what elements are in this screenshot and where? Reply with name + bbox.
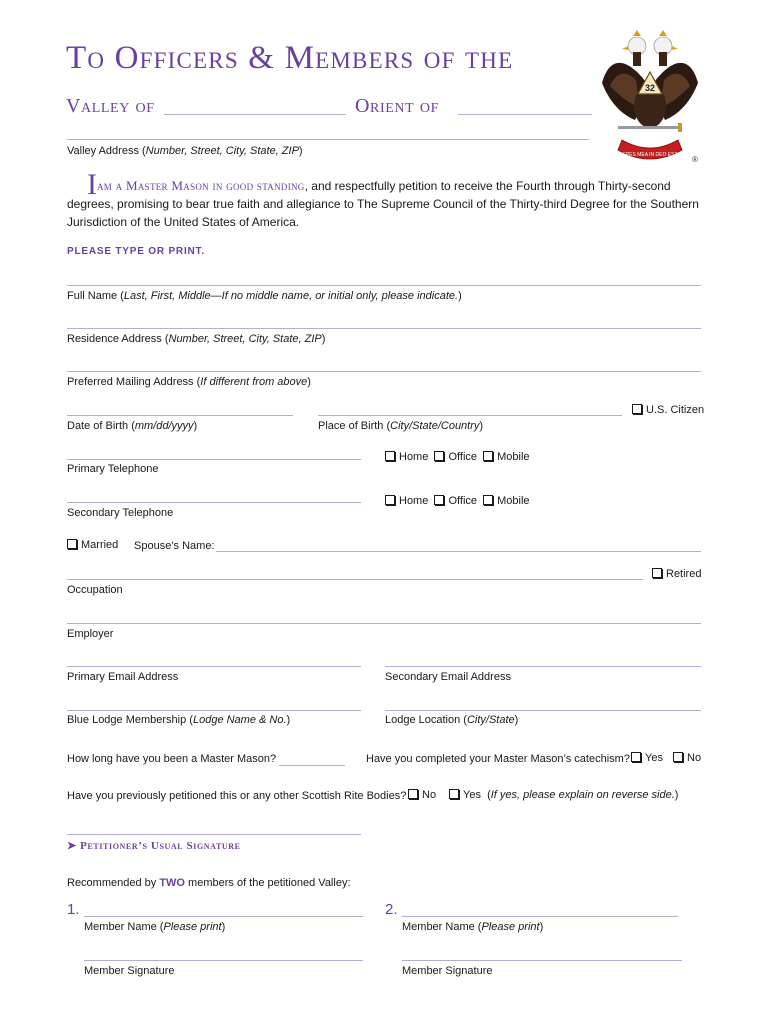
previously-petitioned-question: Have you previously petitioned this or any other Scottish Rite Bodies? bbox=[67, 790, 407, 802]
spouse-name-label: Spouse’s Name: bbox=[134, 540, 215, 552]
valley-label: Valley of bbox=[66, 95, 155, 117]
primary-phone-type-options bbox=[385, 451, 530, 463]
checkbox-icon bbox=[673, 752, 683, 762]
occupation-label: Occupation bbox=[67, 584, 123, 596]
member-1-number: 1. bbox=[67, 901, 80, 918]
member-1-name-label: Member Name (Please print) bbox=[84, 921, 226, 933]
us-citizen-checkbox[interactable]: U.S. Citizen bbox=[632, 404, 704, 416]
married-checkbox[interactable]: Married bbox=[67, 539, 118, 551]
how-long-field[interactable] bbox=[279, 765, 345, 766]
secondary-phone-type-options bbox=[385, 495, 530, 507]
valley-address-field[interactable] bbox=[67, 139, 589, 140]
explain-note: If yes, please explain on reverse side. bbox=[490, 789, 675, 801]
double-headed-eagle-emblem bbox=[600, 28, 700, 168]
occupation-field[interactable] bbox=[67, 579, 643, 580]
checkbox-icon bbox=[483, 451, 493, 461]
residence-address-label: Residence Address (Number, Street, City, State, ZIP) bbox=[67, 333, 326, 345]
date-of-birth-label: Date of Birth (mm/dd/yyyy) bbox=[67, 420, 198, 432]
how-long-master-mason-label: How long have you been a Master Mason? bbox=[67, 753, 277, 765]
member-2-number: 2. bbox=[385, 901, 398, 918]
checkbox-icon bbox=[449, 789, 459, 799]
statement-text: , and respectfully petition to receive the Fourth through Thirty-second degrees, promising to bear true faith and allegiance to The Supreme Council of the Thirty-third Degree for the Southern Jurisdiction of the United States of America. bbox=[67, 179, 699, 229]
catechism-no-checkbox[interactable]: No bbox=[673, 752, 701, 764]
member-1-signature-field[interactable] bbox=[84, 960, 363, 961]
member-1-name-field[interactable] bbox=[84, 916, 363, 917]
retired-checkbox[interactable]: Retired bbox=[652, 568, 701, 580]
valley-address-label: Valley Address (Number, Street, City, State, ZIP) bbox=[67, 145, 303, 157]
member-1-signature-label: Member Signature bbox=[84, 965, 175, 977]
motto-text: SPES MEA IN DEO EST bbox=[622, 152, 678, 158]
secondary-telephone-field[interactable] bbox=[67, 502, 361, 503]
full-name-label: Full Name (Last, First, Middle—If no middle name, or initial only, please indicate.) bbox=[67, 290, 462, 302]
checkbox-icon bbox=[632, 404, 642, 414]
member-2-name-field[interactable] bbox=[402, 916, 678, 917]
member-2-name-label: Member Name (Please print) bbox=[402, 921, 544, 933]
checkbox-icon bbox=[434, 451, 444, 461]
checkbox-icon bbox=[483, 495, 493, 505]
checkbox-icon bbox=[385, 451, 395, 461]
checkbox-icon bbox=[408, 789, 418, 799]
lodge-location-field[interactable] bbox=[385, 710, 701, 711]
blue-lodge-label: Blue Lodge Membership (Lodge Name & No.) bbox=[67, 714, 291, 726]
valley-field[interactable] bbox=[164, 114, 346, 115]
residence-address-field[interactable] bbox=[67, 328, 701, 329]
previously-no-checkbox[interactable]: No bbox=[408, 789, 436, 801]
secondary-mobile-checkbox[interactable]: Mobile bbox=[483, 495, 529, 507]
primary-telephone-label: Primary Telephone bbox=[67, 463, 159, 475]
primary-home-checkbox[interactable]: Home bbox=[385, 451, 428, 463]
spouse-name-field[interactable] bbox=[216, 551, 701, 552]
orient-field[interactable] bbox=[458, 114, 592, 115]
statement-lead: am a Master Mason in good standing bbox=[97, 178, 305, 193]
primary-office-checkbox[interactable]: Office bbox=[434, 451, 477, 463]
place-of-birth-label: Place of Birth (City/State/Country) bbox=[318, 420, 484, 432]
date-of-birth-field[interactable] bbox=[67, 415, 293, 416]
full-name-field[interactable] bbox=[67, 285, 701, 286]
registered-mark: ® bbox=[692, 155, 698, 164]
primary-email-label: Primary Email Address bbox=[67, 671, 179, 683]
blue-lodge-field[interactable] bbox=[67, 710, 361, 711]
employer-field[interactable] bbox=[67, 623, 701, 624]
petition-statement bbox=[67, 168, 707, 231]
checkbox-icon bbox=[631, 752, 641, 762]
mailing-address-label: Preferred Mailing Address (If different from above) bbox=[67, 376, 311, 388]
checkbox-icon bbox=[385, 495, 395, 505]
drop-cap: I bbox=[87, 168, 97, 201]
employer-label: Employer bbox=[67, 628, 114, 640]
member-2-signature-label: Member Signature bbox=[402, 965, 493, 977]
orient-label: Orient of bbox=[355, 95, 439, 117]
primary-telephone-field[interactable] bbox=[67, 459, 361, 460]
lodge-location-label: Lodge Location (City/State) bbox=[385, 714, 519, 726]
checkbox-icon bbox=[652, 568, 662, 578]
catechism-question: Have you completed your Master Mason’s catechism? bbox=[366, 753, 630, 765]
member-2-signature-field[interactable] bbox=[402, 960, 682, 961]
secondary-home-checkbox[interactable]: Home bbox=[385, 495, 428, 507]
checkbox-icon bbox=[434, 495, 444, 505]
primary-mobile-checkbox[interactable]: Mobile bbox=[483, 451, 529, 463]
previously-yes-checkbox[interactable]: Yes (If yes, please explain on reverse side.) bbox=[449, 789, 678, 801]
form-title: To Officers & Members of the bbox=[66, 40, 514, 76]
please-type-or-print: PLEASE TYPE OR PRINT. bbox=[67, 246, 205, 257]
secondary-email-field[interactable] bbox=[385, 666, 701, 667]
secondary-telephone-label: Secondary Telephone bbox=[67, 507, 174, 519]
catechism-yes-checkbox[interactable]: Yes bbox=[631, 752, 663, 764]
secondary-office-checkbox[interactable]: Office bbox=[434, 495, 477, 507]
degree-number: 32 bbox=[644, 83, 656, 93]
primary-email-field[interactable] bbox=[67, 666, 361, 667]
place-of-birth-field[interactable] bbox=[318, 415, 622, 416]
petitioner-signature-field[interactable] bbox=[67, 834, 361, 835]
checkbox-icon bbox=[67, 539, 77, 549]
recommended-by-text: Recommended by TWO members of the petitioned Valley: bbox=[67, 877, 351, 889]
mailing-address-field[interactable] bbox=[67, 371, 701, 372]
secondary-email-label: Secondary Email Address bbox=[385, 671, 511, 683]
petitioner-signature-label: ➤ Petitioner’s Usual Signature bbox=[67, 840, 241, 852]
